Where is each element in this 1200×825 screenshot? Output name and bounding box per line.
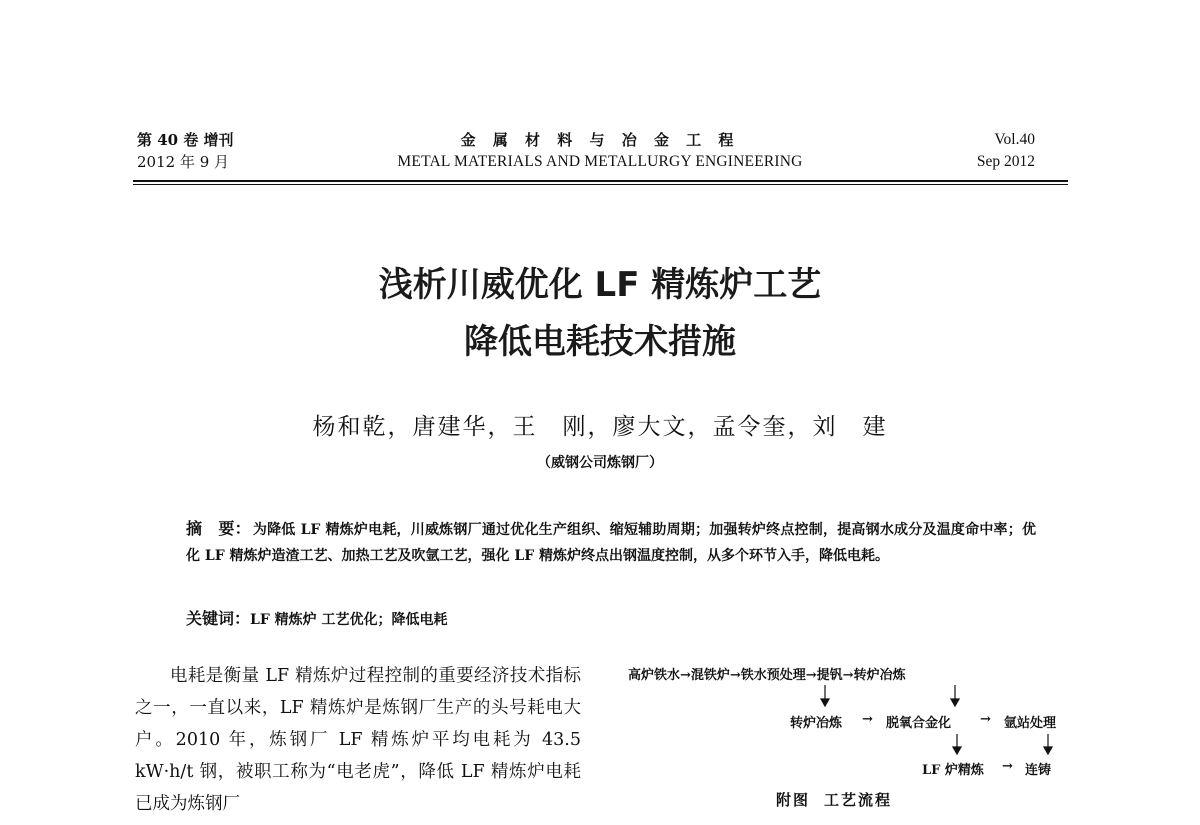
journal-title-cn: 金 属 材 料 与 冶 金 工 程 [460, 131, 740, 149]
arrow-down-3-head [953, 747, 961, 754]
title-line-2: 降低电耗技术措施 [464, 322, 736, 362]
header-rule-thick [133, 180, 1068, 182]
body-column-left [135, 660, 581, 820]
title-line-1: 浅析川威优化 LF 精炼炉工艺 [378, 265, 822, 305]
header-center [340, 129, 860, 173]
flow-arrow-2: → [980, 712, 991, 727]
flow-arrow-1: → [862, 712, 873, 727]
authors: 杨和乾，唐建华，王 刚，廖大文，孟令奎，刘 建 [312, 414, 888, 440]
article-title [200, 257, 1000, 371]
abstract-text: 为降低 LF 精炼炉电耗，川威炼钢厂通过优化生产组织、缩短辅助周期；加强转炉终点控制，提高钢水成分及温度命中率；优化 LF 精炼炉造渣工艺、加热工艺及吹氩工艺，强化 LF 精炼炉终点出钢温度控制，从多个环节入手，降低电耗。 [186, 522, 1036, 564]
header-left [137, 129, 234, 173]
arrow-down-4-head [1044, 747, 1052, 754]
keywords-label: 关键词： [186, 609, 251, 628]
abstract [186, 516, 1036, 569]
date-en: Sep 2012 [976, 153, 1035, 170]
volume-cn: 第 40 卷 增刊 [137, 131, 234, 149]
flow-arrow-3: → [1002, 759, 1013, 774]
keywords-text: LF 精炼炉 工艺优化；降低电耗 [250, 612, 448, 628]
keywords [186, 606, 1036, 633]
arrow-down-2-head [951, 699, 959, 706]
caption-label: 附图 [776, 791, 811, 809]
flow-node-converter: 转炉冶炼 [790, 716, 843, 731]
flow-node-casting: 连铸 [1025, 763, 1052, 778]
volume-en: Vol.40 [994, 131, 1035, 148]
flow-node-argon: 氩站处理 [1004, 716, 1057, 731]
abstract-label: 摘 要： [186, 519, 251, 538]
header-rule-thin [133, 184, 1068, 185]
flow-node-lf: LF 炉精炼 [922, 763, 984, 778]
affiliation: （威钢公司炼钢厂） [537, 455, 663, 471]
arrow-down-1-head [821, 699, 829, 706]
date-cn: 2012 年 9 月 [137, 153, 230, 171]
journal-title-en: METAL MATERIALS AND METALLURGY ENGINEERING [397, 153, 803, 170]
flow-node-deoxidation: 脱氧合金化 [886, 716, 952, 731]
caption-text: 工艺流程 [824, 791, 893, 809]
figure-caption [776, 789, 892, 810]
body-paragraph: 电耗是衡量 LF 精炼炉过程控制的重要经济技术指标之一，一直以来，LF 精炼炉是炼钢厂生产的头号耗电大户。2010 年，炼钢厂 LF 精炼炉平均电耗为 43.5 kW·h/t 钢，被职工称为“电老虎”，降低 LF 精炼炉电耗已成为炼钢厂 [135, 666, 581, 814]
flow-row-1: 高炉铁水→混铁炉→铁水预处理→提钒→转炉冶炼 [628, 668, 906, 683]
header-right [920, 129, 1035, 173]
